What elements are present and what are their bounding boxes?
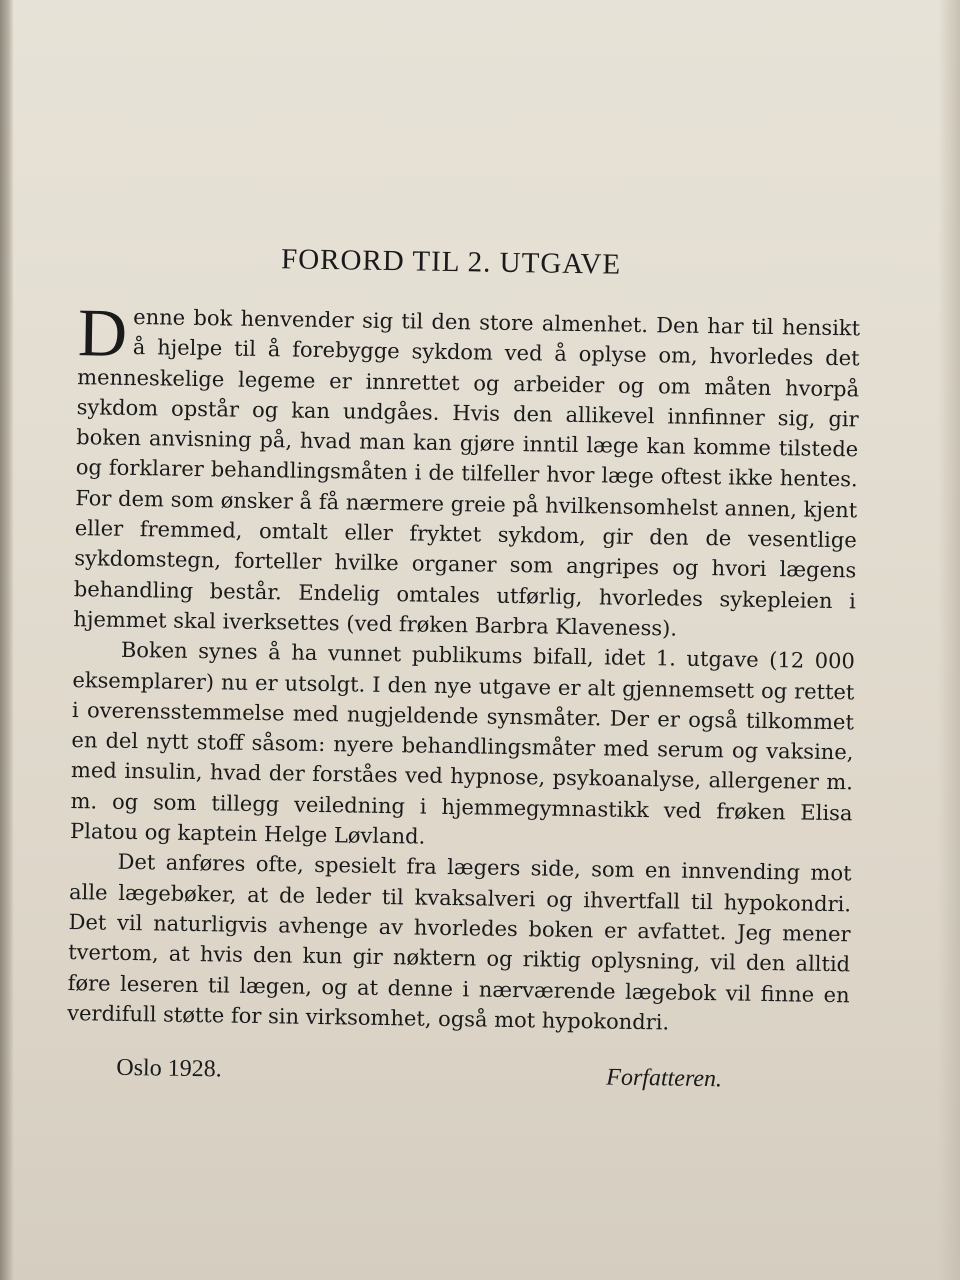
signature-line bbox=[58, 1054, 859, 1117]
preface-body bbox=[67, 294, 861, 1040]
page-edge-shadow bbox=[938, 0, 960, 1280]
page-title: FORORD TIL 2. UTGAVE bbox=[280, 243, 622, 281]
paragraph-2: Boken synes å ha vunnet publikums bifall, idet 1. utgave (12 000 eksemplarer) nu er utsolgt. I den nye utgave er alt gjennemsett og rettet i overensstemmelse med nugjeldende synsmåter. Der er også tilkommet en del nytt stoff såsom: nyere behandlingsmåter med serum og vaksine, med insulin, hvad der forståes ved hypnose, psykoanalyse, allergener m. m. og som tillegg veiledning i hjemmegymnastikk ved frøken Elisa Platou og kaptein Helge Løvland. bbox=[69, 638, 856, 849]
paragraph-3: Det anføres ofte, spesielt fra lægers side, som en innvending mot alle lægebøker, at de leder til kvaksalveri og ihvertfall til hypokondri. Det vil naturligvis avhenge av hvorledes boken er avfattet. Jeg mener tvertom, at hvis den kun gir nøktern og riktig oplysning, vil den alltid føre leseren til lægen, og at denne i nærværende lægebok vil finne en verdifull støtte for sin virksomhet, også mot hypokondri. bbox=[67, 850, 852, 1035]
page-binding-shadow bbox=[0, 0, 14, 1280]
paragraph-1 bbox=[73, 294, 861, 647]
place-date: Oslo 1928. bbox=[116, 1054, 222, 1083]
preface-content bbox=[58, 200, 872, 1117]
drop-cap: D bbox=[77, 294, 128, 371]
paragraph-1-text: enne bok henvender sig til den store almenhet. Den har til hensikt å hjelpe til å forebygge sykdom ved å oplyse om, hvorledes det menneskelige legeme er innrettet og arbeider og om måten hvorpå sykdom opstår og kan undgåes. Hvis den allikevel innfinner sig, gir boken anvisning på, hvad man kan gjøre inntil læge kan komme tilstede og forklarer behandlingsmåten i de tilfeller hvor læge oftest ikke hentes. For dem som ønsker å få nærmere greie på hvilkensomhelst annen, kjent eller fremmed, omtalt eller fryktet sykdom, gir den de vesentlige sykdomstegn, forteller hvilke organer som angripes og hvori lægens behandling består. Endelig omtales utførlig, hvorledes sykepleien i hjemmet skal iverksettes (ved frøken Barbra Klaveness). bbox=[73, 304, 861, 641]
author-signature: Forfatteren. bbox=[606, 1064, 723, 1093]
